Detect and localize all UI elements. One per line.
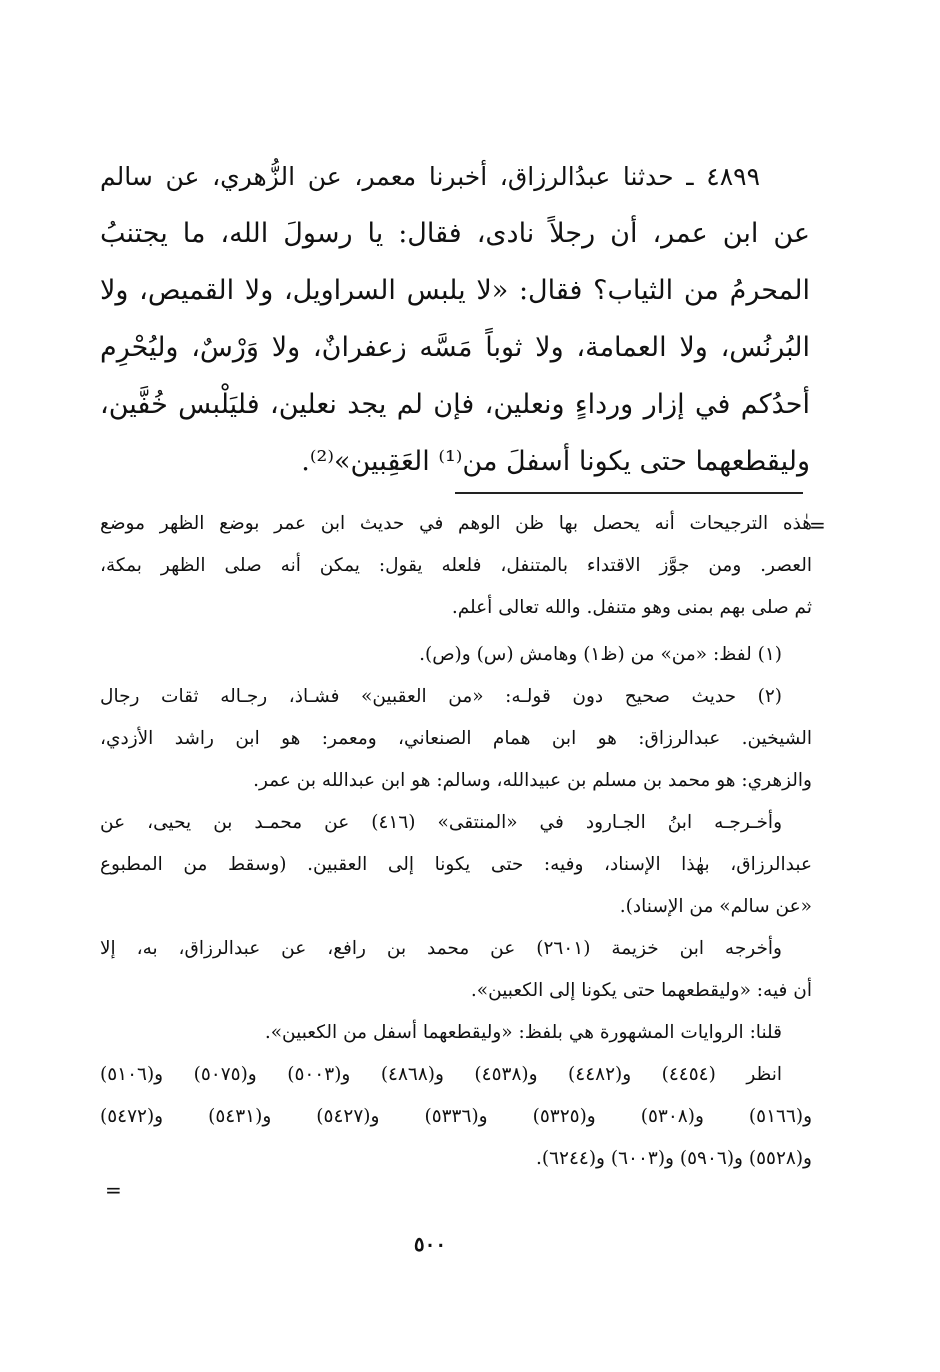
footnote-separator: [455, 492, 803, 494]
hadith-line: أحدُكم في إزار ورداءٍ ونعلين، فإن لم يجد نعلين، فليَلْبس خُفَّين،: [100, 389, 810, 420]
footnote-line: والزهري: هو محمد بن مسلم بن عبيدالله، وسالم: هو ابن عبدالله بن عمر.: [253, 770, 812, 791]
footnote-line: الشيخين. عبدالرزاق: هو ابن همام الصنعاني، ومعمر: هو ابن راشد الأزدي،: [100, 728, 812, 749]
footnote-line: «عن سالم» من الإسناد).: [619, 896, 812, 917]
footnote-line: عبدالرزاق، بهٰذا الإسناد، وفيه: حتى يكونا إلى العقبين. (وسقط من المطبوع: [100, 854, 812, 875]
footnote-1: (١) لفظ: «من» من (ظ١) وهامش (س) و(ص).: [419, 644, 782, 665]
footnote-line: انظر (٤٤٥٤) و(٤٤٨٢) و(٤٥٣٨) و(٤٨٦٨) و(٥٠٠٣) و(٥٠٧٥) و(٥١٠٦): [100, 1064, 783, 1085]
end-continuation-marker: =: [105, 1178, 122, 1202]
footnote-line: أن فيه: «وليقطعهما حتى يكونا إلى الكعبين».: [470, 980, 812, 1001]
footnote-line: و(٥٥٢٨) و(٥٩٠٦) و(٦٠٠٣) و(٦٢٤٤).: [535, 1148, 812, 1169]
hadith-line: البُرنُس، ولا العمامة، ولا ثوباً مَسَّه زعفرانٌ، ولا وَرْسٌ، وليُحْرِم: [100, 332, 810, 363]
footnote-line: و(٥١٦٦) و(٥٣٠٨) و(٥٣٢٥) و(٥٣٣٦) و(٥٤٢٧) و(٥٤٣١) و(٥٤٧٢): [100, 1106, 812, 1127]
footnote-2: (٢) حديث صحيح دون قولـه: «من العقبين» فشـاذ، رجـاله ثقات رجال: [100, 686, 782, 707]
footnote-line: وأخرجه ابن خزيمة (٢٦٠١) عن محمد بن رافع، عن عبدالرزاق، به، إلا: [100, 938, 782, 959]
continuation-marker: =: [809, 513, 826, 537]
hadith-line: عن ابن عمر، أن رجلاً نادى، فقال: يا رسولَ الله، ما يجتنبُ: [100, 218, 810, 249]
footnote-line: وأخـرجـه ابنُ الجـارود في «المنتقى» (٤١٦) عن محمـد بن يحيى، عن: [100, 812, 782, 833]
hadith-text: [100, 148, 810, 490]
hadith-line: ٤٨٩٩ ـ حدثنا عبدُالرزاق، أخبرنا معمر، عن الزُّهري، عن سالم: [100, 162, 760, 191]
hadith-line: المحرمُ من الثياب؟ فقال: «لا يلبس السراويل، ولا القميص، ولا: [100, 275, 810, 306]
footnotes: [100, 503, 812, 1180]
hadith-line: وليقطعهما حتى يكونا أسفلَ من⁽¹⁾ العَقِبين»⁽²⁾.: [301, 446, 810, 477]
page-number: ٥٠٠: [413, 1232, 447, 1256]
footnote-line: العصر. ومن جوَّز الاقتداء بالمتنفل، فلعله يقول: يمكن أنه صلى الظهر بمكة،: [100, 555, 812, 576]
footnote-line: ثم صلى بهم بمنى وهو متنفل. والله تعالى أعلم.: [451, 597, 812, 618]
footnote-line: قلنا: الروايات المشهورة هي بلفظ: «وليقطعهما أسفل من الكعبين».: [264, 1022, 782, 1043]
footnote-line: هٰذه الترجيحات أنه يحصل بها ظن الوهم في حديث ابن عمر بوضع الظهر موضع: [100, 513, 812, 534]
